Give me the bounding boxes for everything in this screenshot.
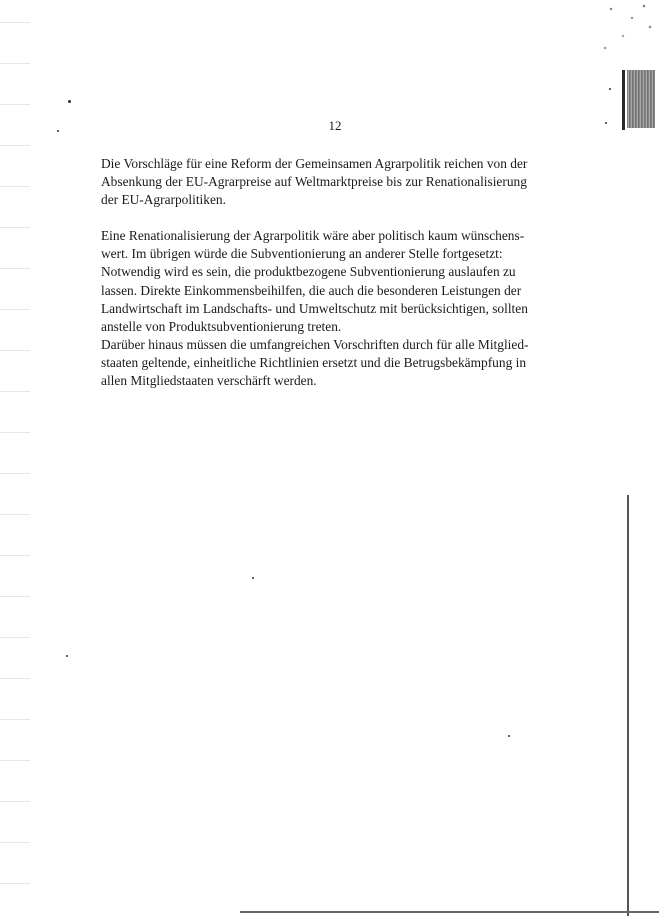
scan-edge-block: [627, 70, 655, 128]
scan-speck: [252, 577, 254, 579]
text-line: anstelle von Produktsubventionierung treten.: [101, 318, 342, 334]
scan-speck: [508, 735, 510, 737]
scan-specks: [599, 0, 659, 60]
scan-speck: [66, 655, 68, 657]
text-line: Die Vorschläge für eine Reform der Gemeinsamen Agrarpolitik reichen von der: [101, 156, 528, 171]
text-line: Notwendig wird es sein, die produktbezogene Subventionierung auslaufen zu: [101, 264, 516, 280]
paragraph-3: [101, 336, 571, 390]
text-line: staaten geltende, einheitliche Richtlinien ersetzt und die Betrugsbekämpfung in: [101, 354, 527, 370]
body-text: [101, 155, 571, 390]
text-line: Eine Renationalisierung der Agrarpolitik wäre aber politisch kaum wünschens-: [101, 228, 525, 244]
scan-edge-bar: [622, 70, 625, 130]
text-line: Absenkung der EU-Agrarpreise auf Weltmarktpreise bis zur Renationalisierung: [101, 174, 527, 190]
paragraph-1: [101, 155, 571, 209]
text-line: Darüber hinaus müssen die umfangreichen Vorschriften durch für alle Mitglied-: [101, 336, 529, 352]
paragraph-2: [101, 227, 571, 336]
text-line: Landwirtschaft im Landschafts- und Umweltschutz mit berücksichtigen, sollten: [101, 300, 528, 316]
text-line: lassen. Direkte Einkommensbeihilfen, die auch die besonderen Leistungen der: [101, 282, 522, 298]
page-number: 12: [328, 118, 342, 133]
text-line: wert. Im übrigen würde die Subventionierung an anderer Stelle fortgesetzt:: [101, 246, 503, 262]
scan-speck: [57, 130, 59, 132]
scan-speck: [605, 122, 607, 124]
text-line: der EU-Agrarpolitiken.: [101, 192, 226, 208]
scan-speck: [609, 88, 611, 90]
scan-bottom-line: [240, 911, 659, 913]
scan-speck: [68, 100, 71, 103]
scan-left-edge: [0, 0, 30, 916]
scan-right-line: [627, 495, 629, 916]
text-line: allen Mitgliedstaaten verschärft werden.: [101, 373, 317, 389]
